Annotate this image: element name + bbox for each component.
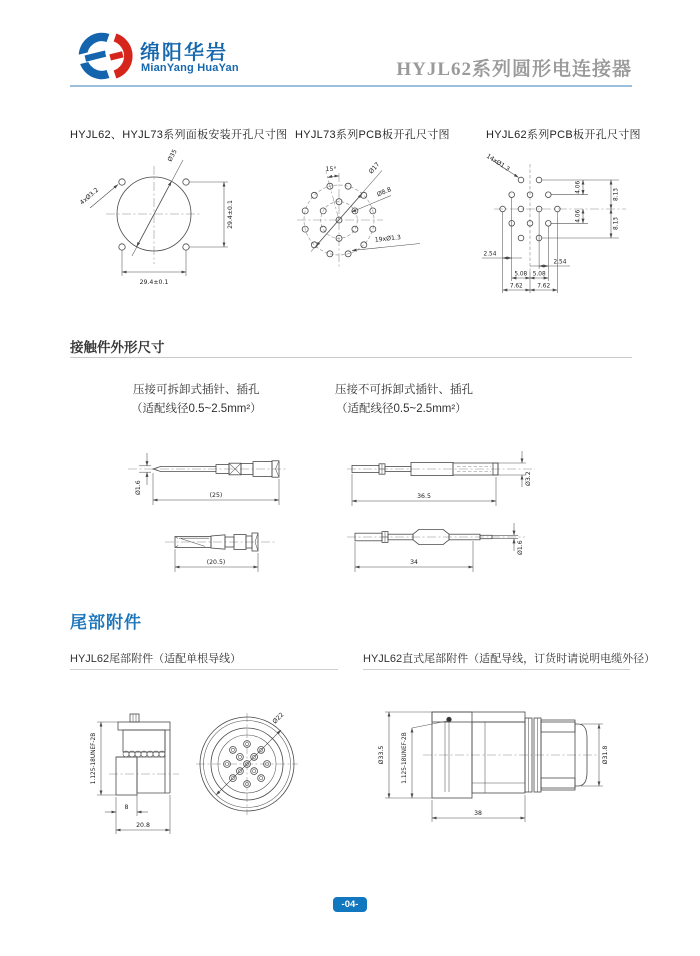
- header-divider: [70, 85, 632, 87]
- pcb73-drawing: [285, 148, 460, 288]
- company-name-en: MianYang HuaYan: [141, 62, 239, 74]
- dim-label: Ø31.8: [602, 745, 609, 765]
- dim-label: Ø8.8: [376, 186, 393, 199]
- dim-label: Ø17: [367, 161, 382, 176]
- dim-label: 38: [474, 810, 482, 817]
- pcb62-label: HYJL62系列PCB板开孔尺寸图: [486, 129, 641, 141]
- dim-label: (20.5): [206, 559, 226, 566]
- fixed-contacts-title: 压接不可拆卸式插针、插孔: [335, 384, 473, 396]
- dim-label: Ø1.6: [517, 540, 524, 555]
- dim-label: 2.54: [553, 259, 567, 266]
- pcb73-label: HYJL73系列PCB板开孔尺寸图: [295, 129, 450, 141]
- dim-label: (25): [209, 492, 223, 499]
- dim-label: Ø1.6: [135, 480, 142, 495]
- dim-label: 14xØ1.3: [484, 152, 511, 173]
- contacts-divider: [70, 357, 632, 358]
- dim-label: 29.4±0.1: [227, 200, 234, 229]
- single-wire-backshell-side-view: [85, 700, 197, 848]
- removable-pin-drawing: [120, 450, 315, 512]
- fixed-socket-drawing: [345, 515, 540, 580]
- pcb62-drawing: [480, 150, 640, 320]
- page-number-badge: -04-: [333, 897, 367, 912]
- company-logo-icon: [70, 30, 136, 84]
- single-wire-backshell-face-view: [195, 700, 320, 825]
- dim-label: 29.4±0.1: [139, 279, 169, 286]
- dim-label: 8.13: [613, 188, 620, 201]
- dim-label: 8.13: [613, 217, 620, 230]
- dim-label: Ø3.2: [525, 471, 532, 486]
- company-name-cn: 绵阳华岩: [140, 42, 228, 64]
- tail-section-title: 尾部附件: [70, 613, 142, 632]
- dim-label: 2.54: [483, 251, 497, 258]
- dim-label: 4.06: [575, 180, 582, 194]
- contacts-section-title: 接触件外形尺寸: [70, 340, 165, 355]
- tail-left-underline: [70, 669, 338, 670]
- dim-label: 8: [124, 804, 129, 811]
- dim-label: Ø22: [271, 711, 286, 726]
- page-title: HYJL62系列圆形电连接器: [396, 59, 632, 80]
- dim-label: 1.125-18UNEF-2B: [402, 732, 408, 784]
- dim-label: 4xØ3.2: [78, 186, 101, 207]
- removable-contacts-subtitle: （适配线径0.5~2.5mm²）: [131, 403, 262, 415]
- fixed-pin-drawing: [345, 448, 540, 510]
- dim-label: Ø35: [166, 148, 179, 163]
- fixed-contacts-subtitle: （适配线径0.5~2.5mm²）: [336, 403, 467, 415]
- dim-label: 15°: [325, 166, 337, 173]
- panel-cutout-label: HYJL62、HYJL73系列面板安装开孔尺寸图: [70, 129, 288, 141]
- dim-label: 5.08: [514, 271, 528, 278]
- straight-backshell-drawing: [375, 700, 625, 835]
- dim-label: 20.8: [136, 822, 150, 829]
- dim-label: Ø33.5: [378, 745, 385, 765]
- dim-label: 36.5: [417, 493, 431, 500]
- dim-label: 1.125-18UNEF-2B: [91, 732, 97, 785]
- dim-label: 7.62: [537, 283, 551, 290]
- dim-label: 7.62: [509, 283, 523, 290]
- tail-left-heading: HYJL62尾部附件（适配单根导线）: [70, 653, 242, 665]
- tail-right-underline: [363, 669, 630, 670]
- dim-label: 19xØ1.3: [374, 234, 402, 244]
- tail-right-heading: HYJL62直式尾部附件（适配导线，订货时请说明电缆外径）: [363, 653, 656, 665]
- dim-label: 5.08: [532, 271, 546, 278]
- removable-contacts-title: 压接可拆卸式插针、插孔: [133, 384, 260, 396]
- removable-socket-drawing: [155, 520, 315, 578]
- panel-cutout-drawing: [70, 145, 250, 310]
- dim-label: 4.06: [575, 209, 582, 223]
- dim-label: 34: [410, 559, 418, 566]
